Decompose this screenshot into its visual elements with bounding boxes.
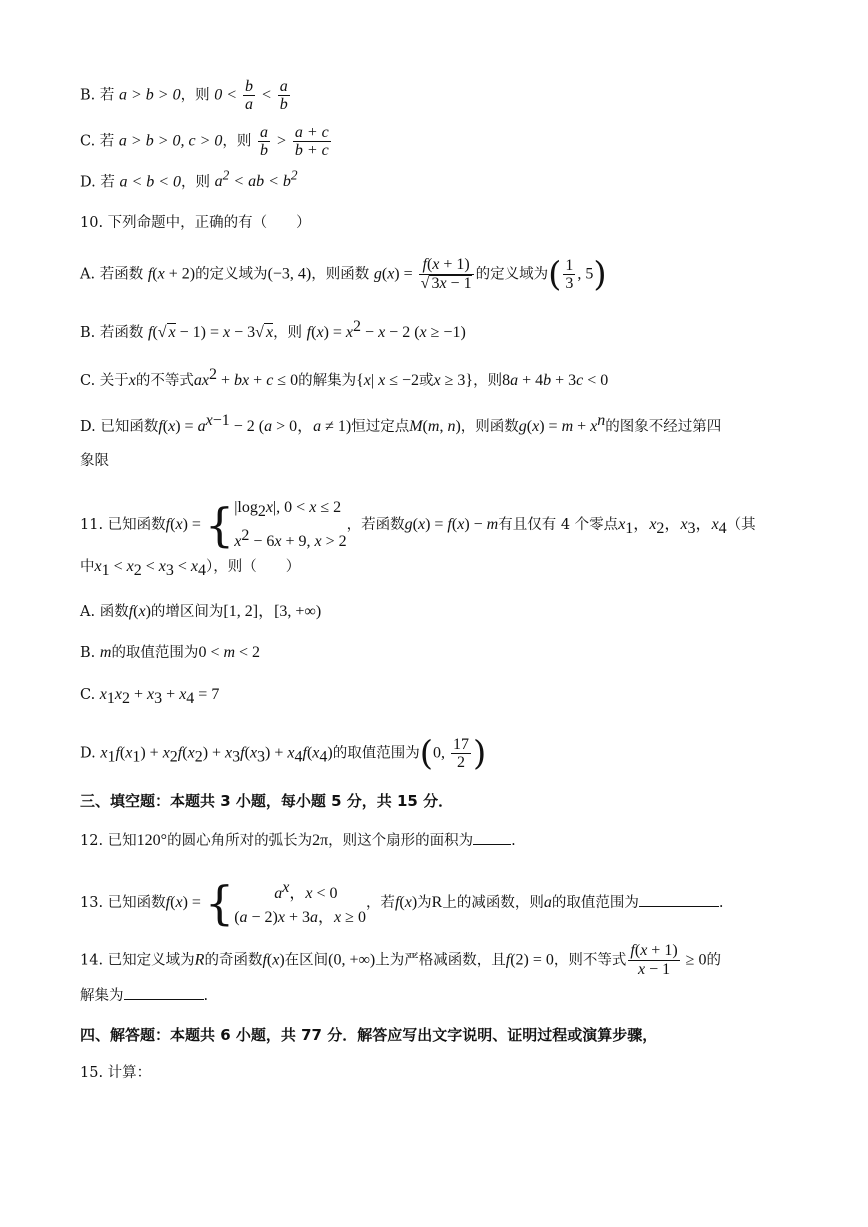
q10-option-c-text-3: 的解集为 bbox=[298, 372, 357, 389]
q10-option-d-continued: 象限 bbox=[80, 453, 109, 469]
q11-option-a-label: A. 函数 bbox=[80, 604, 129, 620]
q13-text-4: 上的减函数，则 bbox=[442, 894, 544, 911]
q14: 14. 已知定义域为R的奇函数f(x)在区间(0, +∞)上为严格减函数，且f(2) = 0，则不等式 $\frac{f(x + 1)}{x - 1}$ ≥ 0的 bbox=[80, 942, 721, 978]
q9-option-d-condition: a < b < 0 bbox=[119, 173, 182, 191]
q11-stem-text-6: ），则（ ） bbox=[206, 559, 301, 575]
q11-option-a: A. 函数f(x)的增区间为[1, 2]，[3, +∞) bbox=[80, 603, 322, 620]
q13-text-2: ，若 bbox=[365, 894, 395, 911]
q11-stem-text-2: ，若函数 bbox=[346, 516, 405, 533]
q11-option-d-label: D. bbox=[80, 745, 96, 762]
q9-option-b: B. 若 a > b > 0，则 0 < $\frac{b}{a}$ < $\frac{a}{b}$ bbox=[80, 78, 288, 113]
q9-option-c-label: C. 若 bbox=[80, 133, 115, 150]
q10-option-a-text-3: ，则函数 bbox=[311, 266, 370, 283]
q11-option-c-label: C. bbox=[80, 687, 96, 703]
q12-text-1: 12. 已知 bbox=[80, 833, 137, 849]
q14-text-3: 在区间 bbox=[284, 952, 329, 969]
q9-option-c-then: ，则 bbox=[222, 133, 252, 150]
q11-option-b: B. m的取值范围为0 < m < 2 bbox=[80, 644, 261, 661]
q12: 12. 已知120°的圆心角所对的弧长为2π，则这个扇形的面积为 . bbox=[80, 832, 516, 849]
q10-option-d: D. 已知函数$f(x) = a^{x-1} - 2$ (a > 0，a ≠ 1)恒过定点M(m, n)，则函数$g(x) = m + x^n$的图象不经过第四 bbox=[80, 412, 722, 435]
q14-text-5: ，则不等式 bbox=[553, 952, 627, 969]
q9-option-d: D. 若 a < b < 0，则 $a^2$ < ab < $b^2$ bbox=[80, 168, 298, 191]
q15: 15. 计算： bbox=[80, 1065, 152, 1081]
q10-option-b: B. 若函数 f(√ x − 1) = x − 3√ x，则 $f(x) = x^2 - x - 2$ (x ≥ −1) bbox=[80, 318, 466, 341]
q10-option-a-text-4: 的定义域为 bbox=[475, 266, 549, 283]
q10-option-c-text-2: 的不等式 bbox=[135, 372, 194, 389]
q14-text-1: 14. 已知定义域为 bbox=[80, 952, 195, 969]
q9-option-b-condition: a > b > 0 bbox=[118, 86, 181, 104]
q12-answer-blank[interactable] bbox=[473, 830, 511, 845]
q10-option-b-label: B. 若函数 bbox=[80, 324, 144, 341]
q11-option-d: D. $x_1f(x_1) + x_2f(x_2) + x_3f(x_3) + x_4f(x_4)$的取值范围为(0, $\frac{17}{2}$ ) bbox=[80, 733, 487, 774]
q14-text-2: 的奇函数 bbox=[204, 952, 263, 969]
q10-option-c-label: C. 关于 bbox=[80, 372, 129, 389]
section-3-heading: 三、填空题：本题共 3 小题，每小题 5 分，共 15 分． bbox=[80, 792, 454, 810]
q13-text-3: 为 bbox=[417, 894, 432, 911]
q11-option-a-text-2: 的增区间为 bbox=[150, 604, 224, 620]
q11-option-d-text-2: 的取值范围为 bbox=[332, 745, 420, 762]
q14-text-6: 的 bbox=[706, 952, 721, 969]
q13-text-1: 13. 已知函数 bbox=[80, 894, 166, 911]
q14-answer-blank[interactable] bbox=[124, 985, 204, 1000]
q11-stem-text-1: 11. 已知函数 bbox=[80, 516, 166, 533]
q9-option-d-label: D. 若 bbox=[80, 174, 115, 191]
q10-option-a-label: A. 若函数 bbox=[80, 266, 144, 283]
q14-text-7: 解集为 bbox=[80, 988, 124, 1004]
q9-option-c: C. 若 a > b > 0, c > 0，则 $\frac{a}{b}$ > $\frac{a + c}{b + c}$ bbox=[80, 124, 329, 159]
q9-option-b-then: ，则 bbox=[180, 87, 210, 104]
q9-option-c-condition: a > b > 0, c > 0 bbox=[118, 132, 223, 150]
q13: 13. 已知函数f(x) = { $a^x$，x < 0 (a − 2)x + 3a，x ≥ 0 ，若f(x)为R上的减函数，则a的取值范围为 . bbox=[80, 875, 724, 930]
q9-option-b-label: B. 若 bbox=[80, 87, 115, 104]
q11-option-b-label: B. bbox=[80, 645, 96, 661]
q13-answer-blank[interactable] bbox=[639, 892, 719, 907]
q11-stem-text-5: 中 bbox=[80, 559, 95, 575]
q9-option-d-then: ，则 bbox=[181, 174, 211, 191]
q11-stem-text-3: 有且仅有 4 个零点 bbox=[498, 516, 619, 533]
q10-option-d-text-3: ，则函数 bbox=[460, 418, 519, 435]
q11-stem-text-4: （其 bbox=[726, 516, 756, 533]
q10-option-a-text-2: 的定义域为 bbox=[195, 266, 268, 283]
q12-text-3: ，则这个扇形的面积为 bbox=[328, 833, 474, 849]
q10-option-c-text-5: ，则 bbox=[473, 372, 503, 389]
q12-text-2: 的圆心角所对的弧长为 bbox=[167, 833, 313, 849]
section-4-heading: 四、解答题：本题共 6 小题，共 77 分．解答应写出文字说明、证明过程或演算步骤， bbox=[80, 1026, 658, 1044]
q10-option-c-text-4: 或 bbox=[419, 372, 434, 389]
q14-text-4: 上为严格减函数，且 bbox=[375, 952, 506, 969]
q11-stem: 11. 已知函数f(x) = { $|\log_2x|$, 0 < x ≤ 2 $x^2 - 6x + 9$, x > 2 ，若函数g(x) = f(x) − m有且仅有 4 个零点$x_1$，$x_2$，$x_3$，$x_4$（其 bbox=[80, 497, 756, 552]
q10-option-d-text-2: 恒过定点 bbox=[351, 418, 410, 435]
q10-stem: 10. 下列命题中，正确的有（ ） bbox=[80, 215, 311, 231]
q11-option-c: C. $x_1x_2 + x_3 + x_4 = 7$ bbox=[80, 686, 220, 707]
q10-option-d-text-4: 的图象不经过第四 bbox=[605, 418, 722, 435]
q11-option-b-text-2: 的取值范围为 bbox=[111, 645, 199, 661]
q10-option-b-text-2: ，则 bbox=[273, 324, 303, 341]
q10-option-c: C. 关于x的不等式$ax^2$ + bx + c ≤ 0的解集为{x| x ≤ −2或x ≥ 3}，则8a + 4b + 3c < 0 bbox=[80, 366, 609, 389]
q14-continued: 解集为 . bbox=[80, 985, 208, 1007]
q10-option-d-label: D. 已知函数 bbox=[80, 418, 159, 435]
q10-option-a: A. 若函数 f(x + 2)的定义域为(−3, 4)，则函数 g(x) = $\frac{f(x + 1)}{√ 3x - 1}$ 的定义域为( $\frac{1}{3}$ , 5) bbox=[80, 254, 607, 295]
q11-stem-continued: 中$x_1 < x_2 < x_3 < x_4$），则（ ） bbox=[80, 558, 301, 579]
q13-text-5: 的取值范围为 bbox=[551, 894, 639, 911]
